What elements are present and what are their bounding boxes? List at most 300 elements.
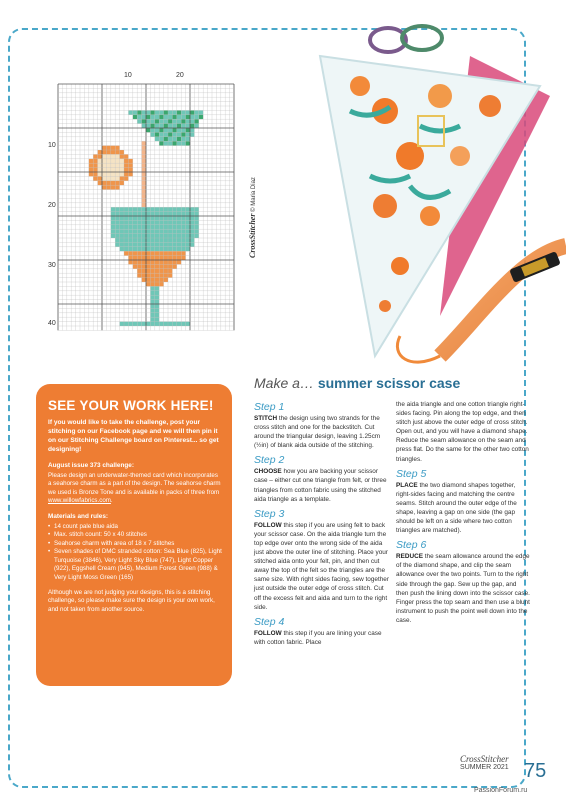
step-6-heading: Step 6	[396, 539, 427, 552]
stitch-cell	[137, 212, 141, 216]
stitch-cell	[155, 234, 159, 238]
stitch-cell	[146, 124, 150, 128]
stitch-cell	[120, 242, 124, 246]
stitch-cell	[133, 212, 137, 216]
challenge-body: Please design an underwater-themed card which incorporates a seahorse charm as a part of the design. The seahorse charm we used is Bronze Tone and is available in packs of three from	[48, 471, 221, 496]
stitch-cell	[190, 128, 194, 132]
stitch-cell	[133, 260, 137, 264]
stitch-cell	[172, 234, 176, 238]
stitch-cell	[159, 260, 163, 264]
challenge-end: .	[110, 497, 113, 505]
step-1-heading: Step 1	[254, 401, 285, 413]
stitch-cell	[177, 256, 181, 260]
stitch-cell	[98, 176, 102, 180]
stitch-cell	[194, 119, 198, 123]
stitch-cell	[150, 300, 154, 304]
stitch-cell	[93, 159, 97, 163]
step-4-body: this step if you are lining your case with cotton fabric. Place	[254, 629, 382, 646]
stitch-cell	[142, 163, 146, 167]
stitch-cell	[177, 220, 181, 224]
stitch-cell	[142, 220, 146, 224]
stitch-cell	[186, 225, 190, 229]
stitch-cell	[146, 282, 150, 286]
stitch-cell	[146, 322, 150, 326]
stitch-cell	[146, 225, 150, 229]
stitch-cell	[150, 207, 154, 211]
stitch-cell	[102, 176, 106, 180]
stitch-cell	[168, 260, 172, 264]
stitch-cell	[155, 286, 159, 290]
stitch-cell	[194, 216, 198, 220]
stitch-cell	[120, 216, 124, 220]
stitch-cell	[146, 110, 150, 114]
stitch-cell	[168, 229, 172, 233]
stitch-cell	[150, 282, 154, 286]
stitch-cell	[146, 247, 150, 251]
stitch-cell	[190, 110, 194, 114]
stitch-cell	[177, 141, 181, 145]
step-5-body: the two diamond shapes together, right-sides facing and matching the centre seams. Stitch around the outer edge of the shape, leaving a gap on one side (the gap should be left on a side where two cotton triangles are matched).	[396, 481, 517, 535]
stitch-cell	[142, 124, 146, 128]
chart-row-label-30: 30	[48, 262, 56, 269]
step-3-body: this step if you are using felt to back your scissor case. On the aida triangle turn the top edge over onto the wrong side of the aida just above the outer line of stitching. Place your stitched aida onto your felt, pin, and then cut away the top of the felt so the triangles are the same size. With right sides facing, sew together just outside the outer edge of cross stitch. Cut off the excess felt and aida and turn to the right side.	[254, 521, 389, 611]
stitch-cell	[124, 251, 128, 255]
stitch-cell	[168, 137, 172, 141]
stitch-cell	[155, 119, 159, 123]
stitch-cell	[172, 115, 176, 119]
stitch-cell	[128, 256, 132, 260]
materials-list	[48, 523, 222, 583]
stitch-cell	[172, 207, 176, 211]
cross-stitch-chart	[44, 64, 256, 344]
stitch-cell	[172, 216, 176, 220]
stitch-cell	[181, 251, 185, 255]
stitch-cell	[159, 282, 163, 286]
stitch-cell	[93, 172, 97, 176]
stitch-cell	[150, 313, 154, 317]
stitch-cell	[146, 273, 150, 277]
stitch-cell	[194, 110, 198, 114]
stitch-cell	[168, 212, 172, 216]
stitch-cell	[124, 212, 128, 216]
stitch-cell	[98, 150, 102, 154]
stitch-cell	[137, 229, 141, 233]
stitch-cell	[159, 141, 163, 145]
stitch-cell	[181, 110, 185, 114]
stitch-cell	[168, 115, 172, 119]
panel-lead: If you would like to take the challenge, post your stitching on our Facebook page and we will then pin it on our Stitching Challenge board on Pinterest... so get designing!	[48, 419, 219, 453]
stitch-cell	[177, 124, 181, 128]
stitch-cell	[115, 146, 119, 150]
stitch-cell	[181, 216, 185, 220]
stitch-cell	[111, 146, 115, 150]
stitch-cell	[177, 137, 181, 141]
stitch-cell	[177, 234, 181, 238]
stitch-cell	[128, 168, 132, 172]
stitch-cell	[106, 172, 110, 176]
stitch-cell	[124, 154, 128, 158]
challenge-link[interactable]: www.willowfabrics.com	[48, 497, 111, 505]
stitch-cell	[155, 273, 159, 277]
stitch-cell	[106, 168, 110, 172]
stitch-cell	[181, 212, 185, 216]
stitch-cell	[142, 269, 146, 273]
step-2-heading: Step 2	[254, 454, 285, 467]
step-3-heading: Step 3	[254, 507, 285, 520]
chart-row-label-20: 20	[48, 202, 56, 209]
stitch-cell	[181, 247, 185, 251]
panel-closing: Although we are not judging your designs, this is a stitching challenge, so please make sure the design is your own work, and not taken from another source.	[48, 588, 215, 613]
stitch-cell	[133, 110, 137, 114]
stitch-cell	[164, 110, 168, 114]
materials-item: • Max. stitch count: 50 x 40 stitches	[48, 531, 222, 540]
stitch-cell	[155, 115, 159, 119]
stitch-cell	[111, 154, 115, 158]
stitch-cell	[177, 238, 181, 242]
title-lead: Make a…	[254, 375, 314, 391]
stitch-cell	[159, 124, 163, 128]
stitch-cell	[150, 220, 154, 224]
stitch-cell	[172, 220, 176, 224]
stitch-cell	[137, 110, 141, 114]
stitch-cell	[124, 163, 128, 167]
stitch-cell	[93, 163, 97, 167]
stitch-cell	[172, 322, 176, 326]
stitch-cell	[164, 260, 168, 264]
stitch-cell	[142, 110, 146, 114]
stitch-cell	[120, 168, 124, 172]
stitch-cell	[155, 238, 159, 242]
stitch-cell	[142, 322, 146, 326]
stitch-cell	[168, 207, 172, 211]
stitch-cell	[181, 132, 185, 136]
stitch-cell	[164, 119, 168, 123]
stitch-cell	[177, 225, 181, 229]
stitch-cell	[142, 141, 146, 145]
stitch-cell	[164, 269, 168, 273]
stitch-cell	[199, 115, 203, 119]
stitch-cell	[181, 119, 185, 123]
stitch-cell	[142, 159, 146, 163]
stitch-cell	[124, 159, 128, 163]
stitch-cell	[181, 137, 185, 141]
stitch-cell	[142, 115, 146, 119]
stitch-cell	[89, 163, 93, 167]
stitch-cell	[146, 269, 150, 273]
stitch-cell	[186, 238, 190, 242]
stitch-cell	[177, 212, 181, 216]
stitch-cell	[124, 238, 128, 242]
stitch-cell	[124, 322, 128, 326]
chart-col-label-10: 10	[124, 72, 132, 79]
stitch-cell	[124, 242, 128, 246]
stitch-cell	[146, 234, 150, 238]
step-4-text	[254, 629, 390, 647]
stitch-cell	[128, 238, 132, 242]
chart-row-label-40: 40	[48, 320, 56, 327]
stitch-cell	[150, 304, 154, 308]
stitch-cell	[150, 124, 154, 128]
stitch-cell	[159, 269, 163, 273]
stitch-cell	[190, 238, 194, 242]
stitch-cell	[177, 115, 181, 119]
stitch-cell	[172, 132, 176, 136]
stitch-cell	[181, 220, 185, 224]
stitch-cell	[137, 251, 141, 255]
stitch-cell	[172, 229, 176, 233]
stitch-cell	[150, 242, 154, 246]
stitch-cell	[190, 115, 194, 119]
stitch-cell	[124, 176, 128, 180]
stitch-cell	[115, 163, 119, 167]
stitch-cell	[168, 110, 172, 114]
stitch-cell	[155, 242, 159, 246]
stitch-cell	[93, 176, 97, 180]
stitch-cell	[168, 216, 172, 220]
stitch-cell	[159, 212, 163, 216]
stitch-cell	[146, 242, 150, 246]
chart-credit	[248, 177, 257, 258]
stitch-cell	[155, 247, 159, 251]
stitch-cell	[186, 247, 190, 251]
stitch-cell	[190, 124, 194, 128]
stitch-cell	[142, 190, 146, 194]
stitch-cell	[133, 238, 137, 242]
stitch-cell	[137, 225, 141, 229]
stitch-cell	[190, 212, 194, 216]
stitch-cell	[172, 128, 176, 132]
stitch-cell	[150, 291, 154, 295]
stitch-cell	[150, 212, 154, 216]
stitch-cell	[115, 234, 119, 238]
stitch-cell	[128, 159, 132, 163]
stitch-cell	[120, 150, 124, 154]
materials-item: • Seahorse charm with area of 18 x 7 stitches	[48, 540, 222, 549]
stitch-cell	[168, 124, 172, 128]
stitch-cell	[177, 260, 181, 264]
stitch-cell	[155, 264, 159, 268]
stitch-cell	[133, 229, 137, 233]
stitch-cell	[168, 242, 172, 246]
stitch-cell	[111, 150, 115, 154]
stitch-cell	[115, 172, 119, 176]
stitch-cell	[159, 242, 163, 246]
stitch-cell	[190, 229, 194, 233]
scissor-handle-right	[402, 26, 442, 50]
stitch-cell	[155, 269, 159, 273]
stitch-cell	[172, 137, 176, 141]
stitch-cell	[164, 216, 168, 220]
step-1-text	[254, 414, 390, 450]
stitch-cell	[142, 256, 146, 260]
step-4-keyword: FOLLOW	[254, 629, 282, 637]
stitch-cell	[150, 119, 154, 123]
stitch-cell	[181, 234, 185, 238]
stitch-cell	[133, 247, 137, 251]
stitch-cell	[164, 264, 168, 268]
stitch-cell	[194, 225, 198, 229]
step-3-text	[254, 521, 390, 612]
stitch-cell	[172, 124, 176, 128]
stitch-cell	[128, 225, 132, 229]
stitch-cell	[159, 137, 163, 141]
watermark: PassionForum.ru	[474, 787, 528, 794]
stitch-cell	[150, 238, 154, 242]
stitch-cell	[168, 251, 172, 255]
stitch-cell	[128, 220, 132, 224]
stitch-cell	[150, 128, 154, 132]
stitch-cell	[111, 220, 115, 224]
stitch-cell	[128, 207, 132, 211]
stitch-cell	[168, 247, 172, 251]
stitch-cell	[137, 234, 141, 238]
stitch-cell	[186, 141, 190, 145]
stitch-cell	[124, 229, 128, 233]
stitch-cell	[128, 212, 132, 216]
stitch-cell	[146, 256, 150, 260]
stitch-cell	[190, 242, 194, 246]
stitch-cell	[164, 234, 168, 238]
stitch-cell	[155, 295, 159, 299]
stitch-cell	[155, 278, 159, 282]
stitch-cell	[155, 291, 159, 295]
stitch-cell	[159, 128, 163, 132]
stitch-cell	[146, 119, 150, 123]
stitch-cell	[155, 132, 159, 136]
stitch-cell	[142, 216, 146, 220]
stitch-cell	[186, 216, 190, 220]
stitch-cell	[115, 159, 119, 163]
stitch-cell	[172, 141, 176, 145]
stitch-cell	[106, 176, 110, 180]
stitch-cell	[172, 242, 176, 246]
stitch-cell	[142, 154, 146, 158]
stitch-cell	[111, 234, 115, 238]
page-footer	[460, 754, 509, 771]
stitch-cell	[150, 278, 154, 282]
step-4-continued: the aida triangle and one cotton triangle right-sides facing. Pin along the top edge, and then stitch just above the outer edge of cross stitch. Open out, and you will have a diamond shape. Reduce the seam allowance on the seam and press flat. Do the same for the other two cotton triangles.	[396, 401, 529, 463]
stitch-cell	[190, 225, 194, 229]
stitch-cell	[146, 251, 150, 255]
stitch-cell	[124, 225, 128, 229]
stitch-cell	[150, 295, 154, 299]
footer-issue: SUMMER 2021	[460, 764, 509, 771]
chart-grid	[44, 64, 256, 344]
materials-title: Materials and rules:	[48, 512, 109, 520]
stitch-cell	[177, 132, 181, 136]
step-5-keyword: PLACE	[396, 481, 418, 489]
stitch-cell	[186, 128, 190, 132]
stitch-cell	[150, 273, 154, 277]
stitch-cell	[164, 212, 168, 216]
stitch-cell	[159, 278, 163, 282]
stitch-cell	[120, 154, 124, 158]
stitch-cell	[106, 163, 110, 167]
article-column-1	[254, 397, 390, 647]
stitch-cell	[142, 146, 146, 150]
stitch-cell	[159, 229, 163, 233]
step-6-keyword: REDUCE	[396, 553, 423, 561]
stitch-cell	[128, 229, 132, 233]
stitch-cell	[120, 229, 124, 233]
stitch-cell	[137, 207, 141, 211]
stitch-cell	[120, 181, 124, 185]
stitch-cell	[159, 115, 163, 119]
stitch-cell	[155, 110, 159, 114]
stitch-cell	[172, 256, 176, 260]
stitch-cell	[177, 128, 181, 132]
stitch-cell	[164, 115, 168, 119]
stitch-cell	[186, 207, 190, 211]
step-2-keyword: CHOOSE	[254, 468, 282, 476]
stitch-cell	[155, 225, 159, 229]
stitch-cell	[120, 176, 124, 180]
stitch-cell	[190, 234, 194, 238]
stitch-cell	[115, 207, 119, 211]
stitch-cell	[181, 242, 185, 246]
stitch-cell	[168, 141, 172, 145]
step-5-text	[396, 481, 530, 536]
footer-magazine: CrossStitcher	[460, 754, 509, 764]
stitch-cell	[137, 260, 141, 264]
stitch-cell	[133, 256, 137, 260]
stitch-cell	[155, 317, 159, 321]
stitch-cell	[168, 119, 172, 123]
stitch-cell	[142, 273, 146, 277]
stitch-cell	[146, 212, 150, 216]
stitch-cell	[128, 322, 132, 326]
stitch-cell	[115, 181, 119, 185]
chart-col-label-20: 20	[176, 72, 184, 79]
stitch-cell	[168, 273, 172, 277]
stitch-cell	[128, 247, 132, 251]
stitch-cell	[133, 264, 137, 268]
stitch-cell	[164, 278, 168, 282]
stitch-cell	[137, 322, 141, 326]
article-column-2	[396, 400, 530, 625]
stitch-cell	[146, 264, 150, 268]
stitch-cell	[172, 264, 176, 268]
stitch-cell	[150, 260, 154, 264]
stitch-cell	[159, 234, 163, 238]
stitch-cell	[137, 273, 141, 277]
stitch-cell	[190, 132, 194, 136]
stitch-cell	[194, 234, 198, 238]
stitch-cell	[159, 132, 163, 136]
stitch-cell	[150, 256, 154, 260]
stitch-cell	[115, 150, 119, 154]
stitch-cell	[172, 225, 176, 229]
stitch-cell	[142, 176, 146, 180]
stitch-cell	[159, 273, 163, 277]
credit-brand: CrossStitcher	[248, 213, 257, 258]
stitch-cell	[155, 313, 159, 317]
stitch-cell	[133, 207, 137, 211]
credit-copyright: © Maria Diaz	[251, 177, 257, 212]
stitch-cell	[177, 247, 181, 251]
stitch-cell	[150, 251, 154, 255]
stitch-cell	[155, 256, 159, 260]
stitch-cell	[102, 168, 106, 172]
stitch-cell	[164, 238, 168, 242]
stitch-cell	[128, 110, 132, 114]
stitch-cell	[181, 115, 185, 119]
stitch-cell	[102, 150, 106, 154]
stitch-cell	[186, 242, 190, 246]
stitch-cell	[186, 229, 190, 233]
stitch-cell	[106, 185, 110, 189]
step-4-heading: Step 4	[254, 615, 285, 628]
